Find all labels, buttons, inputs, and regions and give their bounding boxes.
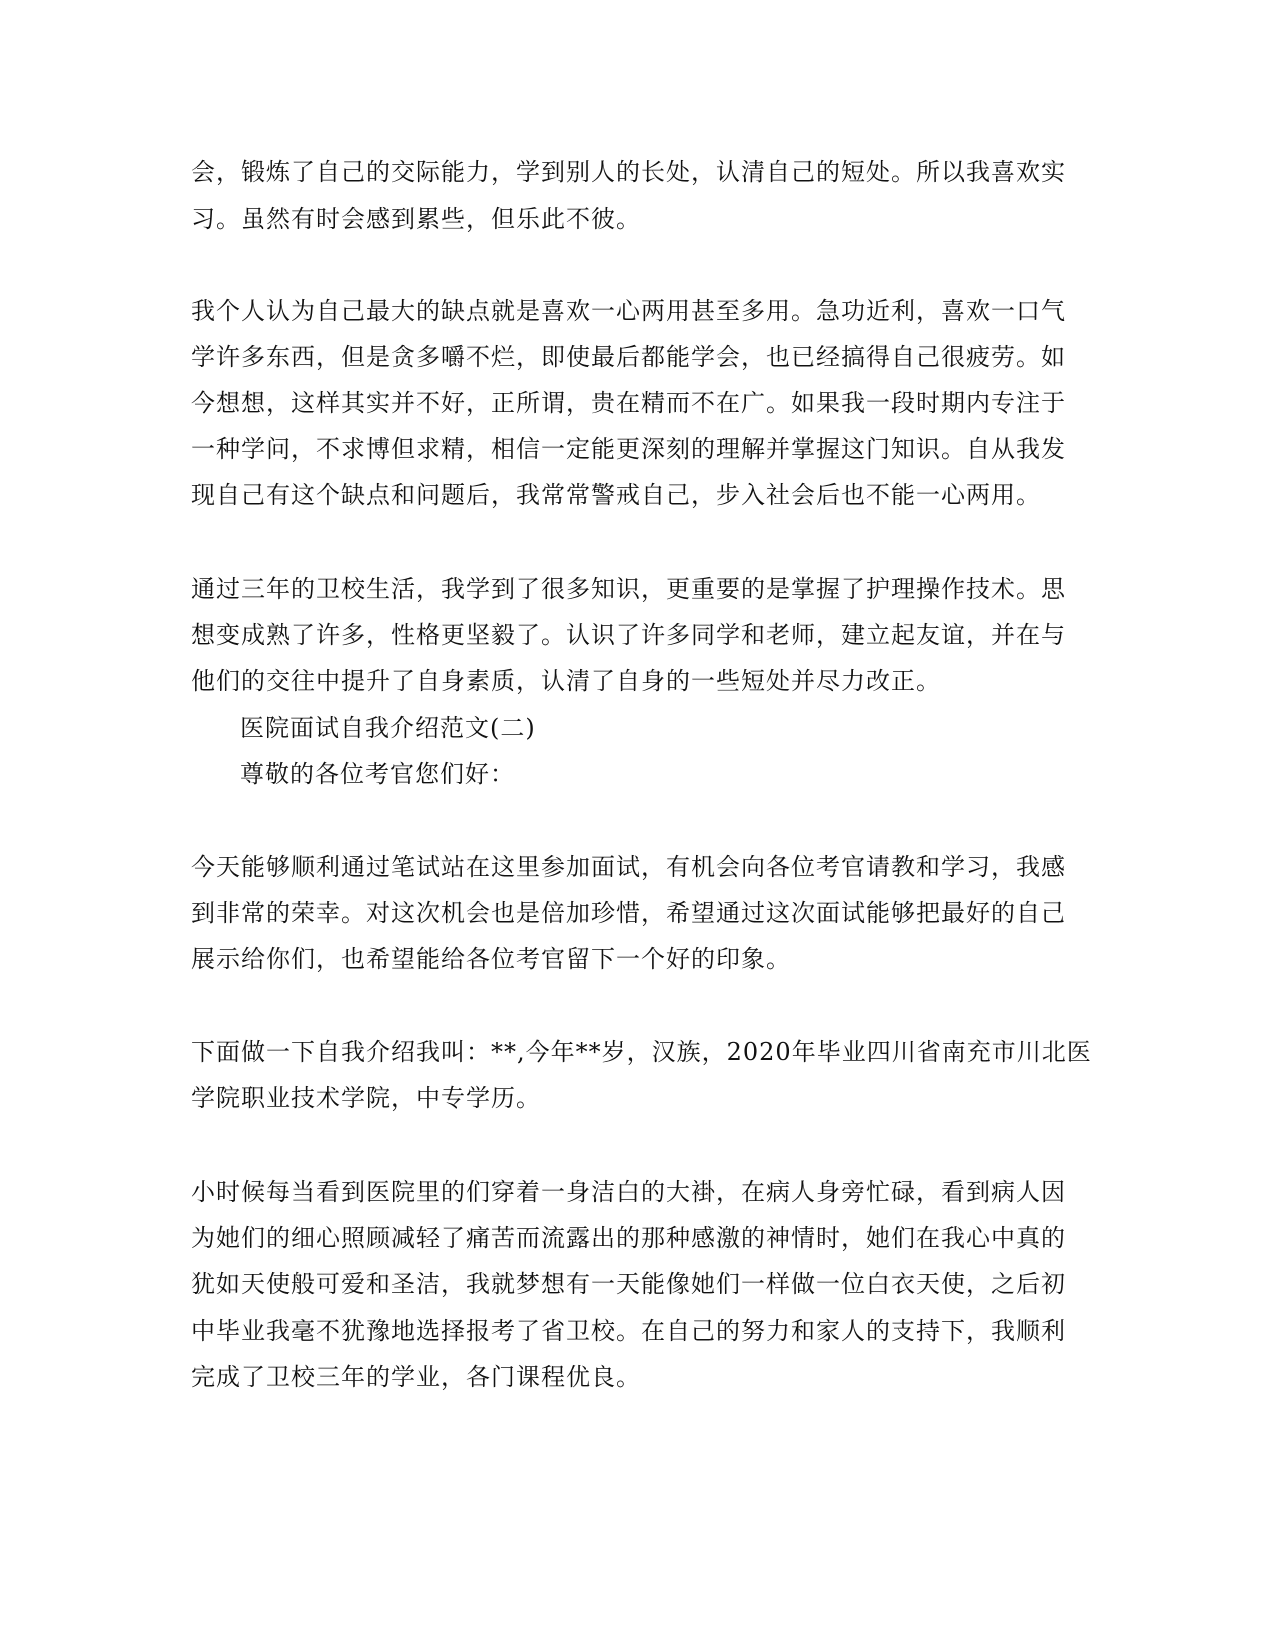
greeting-line: 尊敬的各位考官您们好： [240, 760, 515, 788]
paragraph-line: 为她们的细心照顾减轻了痛苦而流露出的那种感激的神情时，她们在我心中真的 [191, 1224, 1066, 1252]
paragraph-line: 学许多东西，但是贪多嚼不烂，即使最后都能学会，也已经搞得自己很疲劳。如 [191, 343, 1066, 371]
paragraph-line: 通过三年的卫校生活，我学到了很多知识，更重要的是掌握了护理操作技术。思 [191, 575, 1066, 603]
paragraph-line: 学院职业技术学院，中专学历。 [191, 1084, 541, 1112]
paragraph-line: 一种学问，不求博但求精，相信一定能更深刻的理解并掌握这门知识。自从我发 [191, 435, 1066, 463]
paragraph-line: 到非常的荣幸。对这次机会也是倍加珍惜，希望通过这次面试能够把最好的自己 [191, 899, 1066, 927]
paragraph-line: 中毕业我毫不犹豫地选择报考了省卫校。在自己的努力和家人的支持下，我顺利 [191, 1317, 1066, 1345]
paragraph-line: 习。虽然有时会感到累些，但乐此不彼。 [191, 205, 641, 233]
paragraph-line: 今想想，这样其实并不好，正所谓，贵在精而不在广。如果我一段时期内专注于 [191, 389, 1066, 417]
paragraph-line: 他们的交往中提升了自身素质，认清了自身的一些短处并尽力改正。 [191, 667, 941, 695]
paragraph-line: 犹如天使般可爱和圣洁，我就梦想有一天能像她们一样做一位白衣天使，之后初 [191, 1270, 1066, 1298]
paragraph-line: 今天能够顺利通过笔试站在这里参加面试，有机会向各位考官请教和学习，我感 [191, 853, 1066, 881]
paragraph-line: 小时候每当看到医院里的们穿着一身洁白的大褂，在病人身旁忙碌，看到病人因 [191, 1178, 1066, 1206]
paragraph-line: 现自己有这个缺点和问题后，我常常警戒自己，步入社会后也不能一心两用。 [191, 481, 1041, 509]
section-heading: 医院面试自我介绍范文(二) [240, 714, 536, 742]
paragraph-line: 下面做一下自我介绍我叫：**,今年**岁，汉族，2020年毕业四川省南充市川北医 [191, 1038, 1092, 1066]
paragraph-line: 展示给你们，也希望能给各位考官留下一个好的印象。 [191, 945, 791, 973]
paragraph-line: 我个人认为自己最大的缺点就是喜欢一心两用甚至多用。急功近利，喜欢一口气 [191, 297, 1066, 325]
paragraph-line: 完成了卫校三年的学业，各门课程优良。 [191, 1363, 641, 1391]
paragraph-line: 想变成熟了许多，性格更坚毅了。认识了许多同学和老师，建立起友谊，并在与 [191, 621, 1066, 649]
paragraph-line: 会，锻炼了自己的交际能力，学到别人的长处，认清自己的短处。所以我喜欢实 [191, 158, 1066, 186]
